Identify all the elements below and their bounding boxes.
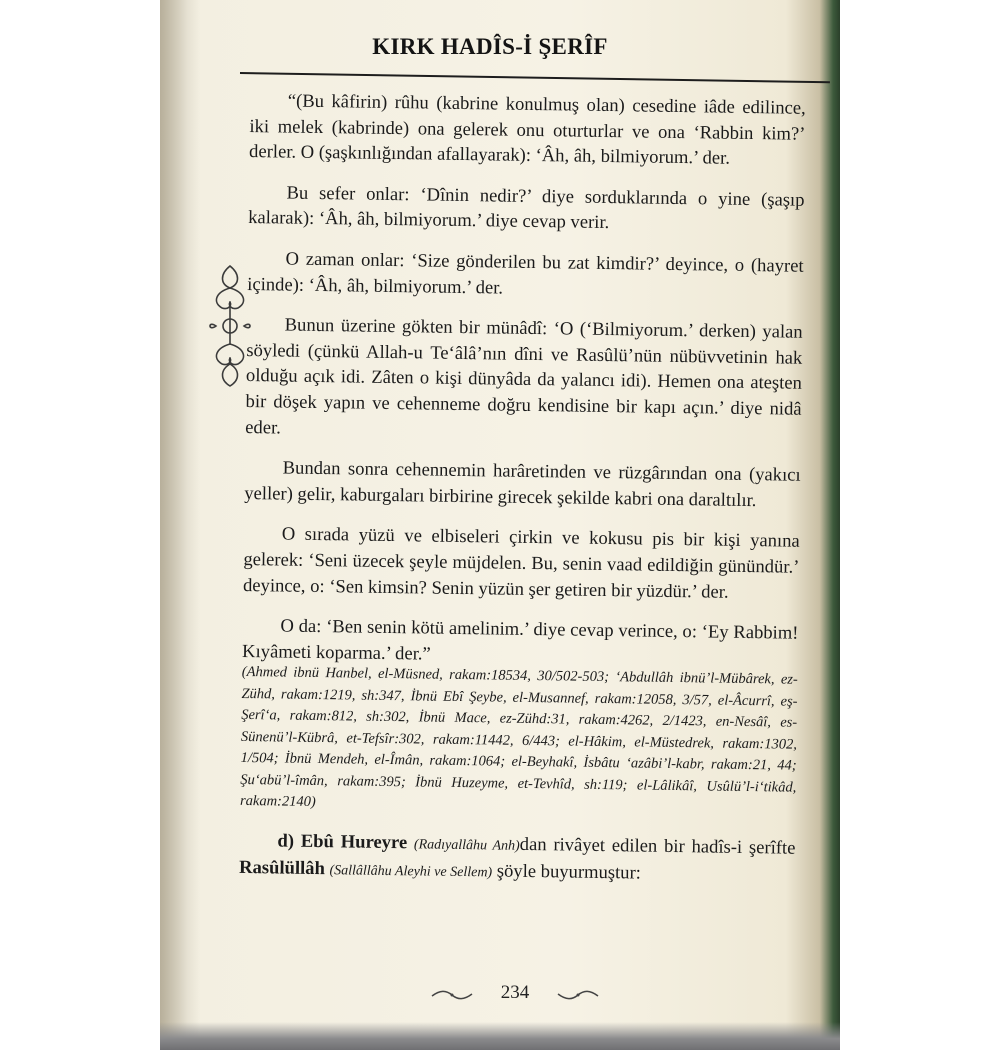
narrator-name: d) Ebû Hureyre (277, 830, 408, 854)
swash-flourish-icon (556, 988, 600, 1002)
source-references: (Ahmed ibnü Hanbel, el-Müsned, rakam:18534, 30/502-503; ‘Abdullâh ibnü’l-Mübârek, ez-Zühd, rakam:1219, sh:347, İbnü Ebî Şeybe, el-Musannef, rakam:12058, 3/57, el-Âcurrî, eş-Şerî‘a, rakam:812, sh:302, İbnü Mace, ez-Zühd:31, rakam:4262, 2/1423, en-Nesâî, es-Sünenü’l-Kübrâ, et-Tefsîr:302, rakam:11442, 6/443; el-Hâkim, el-Müstedrek, rakam:1302, 1/504; İbnü Mendeh, el-Îmân, rakam:1064; el-Beyhakî, İsbâtu ‘azâbi’l-kabr, rakam:21, 44; Şu‘abü’l-îmân, rakam:395; İbnü Huzeyme, et-Tevhîd, sh:119; el-Lâlikâî, Usûlü’l-i‘tikâd, rakam:2140) (239, 664, 798, 811)
honorific-salavat: (Sallâllâhu Aleyhi ve Sellem) (329, 863, 493, 881)
paragraph: Bundan sonra cehennemin harâretinden ve rüzgârından ona (yakıcı yeller) gelir, kaburgaları birbirine girecek şekilde kabri ona daraltılır. (244, 457, 801, 511)
running-header-title: KIRK HADÎS-İ ŞERÎF (372, 34, 608, 59)
paragraph: Bu sefer onlar: ‘Dînin nedir?’ diye sorduklarında o yine (şaşıp kalarak): ‘Âh, âh, bilmiyorum.’ diye cevap verir. (248, 182, 805, 234)
prophet-name: Rasûlüllâh (238, 857, 326, 880)
paragraph: Bunun üzerine gökten bir münâdî: ‘O (‘Bilmiyorum.’ derken) yalan söyledi (çünkü Allah-u Te‘âlâ’nın dîni ve Rasûlü’nün nübüvvetinin hak olduğu açık idi. Zâten o kişi dünyâda da yalancı idi). Hemen ona ateşten bir döşek yapın ve cehenneme doğru kendisine bir kapı açın.’ diye nidâ eder. (245, 314, 803, 438)
paragraph: “(Bu kâfirin) rûhu (kabrine konulmuş olan) cesedine iâde edilince, iki melek (kabrinde) ona gelerek onu oturturlar ve ona ‘Rabbin kim?’ derler. O (şaşkınlığından afallayarak): ‘Âh, âh, bilmiyorum.’ der. (248, 90, 806, 169)
spine-shadow (160, 0, 200, 1050)
body-text (239, 88, 806, 906)
page-folio (430, 982, 600, 1010)
page-bottom-edge (160, 1022, 840, 1050)
closing-tail: şöyle buyurmuştur: (496, 860, 642, 884)
page-number: 234 (500, 982, 530, 1003)
honorific-anh: (Radıyallâhu Anh) (413, 837, 520, 854)
paragraph: O sırada yüzü ve elbiseleri çirkin ve kokusu pis bir kişi yanına gelerek: ‘Seni üzecek şeyle müjdelen. Bu, senin vaad edildiğin günündür.’ deyince, o: ‘Sen kimsin? Senin yüzün şer getiren bir yüzdür.’ der. (242, 523, 800, 603)
closing-text: dan rivâyet edilen bir hadîs-i şerîfte (519, 833, 796, 859)
paragraph: O da: ‘Ben senin kötü amelinim.’ diye cevap verince, o: ‘Ey Rabbim! Kıyâmeti koparma.’ der.” (241, 615, 799, 665)
paragraph: O zaman onlar: ‘Size gönderilen bu zat kimdir?’ deyince, o (hayret içinde): ‘Âh, âh, bilmiyorum.’ der. (247, 248, 804, 299)
closing-paragraph (239, 828, 796, 891)
